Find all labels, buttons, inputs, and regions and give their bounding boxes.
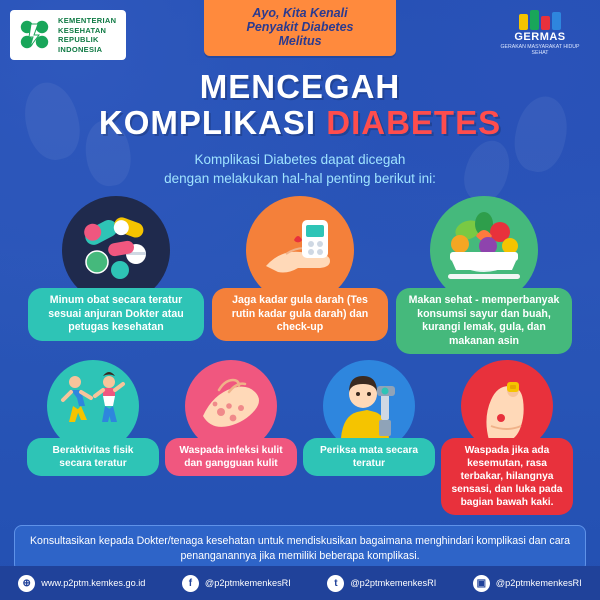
footer-facebook[interactable] [182,575,291,592]
tip-caption-eye-exam: Periksa mata secara teratur [303,438,435,476]
tip-caption-foot-wound: Waspada jika ada kesemutan, rasa terbakar, hilangnya sensasi, dan luka pada bagian bawah kaki. [441,438,573,515]
tip-item-healthy-food [396,196,572,354]
footer-website[interactable] [18,575,145,592]
tip-item-skin-infection [165,360,297,476]
subtitle-line-1: Komplikasi Diabetes dapat dicegah [194,152,406,167]
tip-item-medication [28,196,204,341]
page-title-line1: MENCEGAH [199,68,401,105]
logo-line-2: KESEHATAN [58,25,107,35]
tip-item-foot-wound [441,360,573,515]
page-title-diabetes: DIABETES [326,104,502,141]
logo-line-4: INDONESIA [58,44,103,54]
tip-caption-blood-sugar: Jaga kadar gula darah (Tes rutin kadar gula darah) dan check-up [212,288,388,341]
consultation-note: Konsultasikan kepada Dokter/tenaga kesehatan untuk mendiskusikan bagaimana menghindari komplikasi dan cara penanganannya jika memiliki beberapa komplikasi. [14,525,586,572]
subtitle-line-2: dengan melakukan hal-hal penting berikut ini: [164,171,436,186]
footer-twitter-label: @p2ptmkemenkesRI [350,578,437,588]
tip-caption-medication: Minum obat secara teratur sesuai anjuran Dokter atau petugas kesehatan [28,288,204,341]
facebook-icon: f [182,575,199,592]
tip-caption-healthy-food: Makan sehat - memperbanyak konsumsi sayur dan buah, kurangi lemak, gula, dan makanan asin [396,288,572,354]
tip-item-blood-sugar [212,196,388,341]
footer-twitter[interactable] [327,575,436,592]
kemenkes-logo-text [58,16,116,54]
twitter-icon: t [327,575,344,592]
tips-row-1 [0,196,600,354]
tip-caption-skin-infection: Waspada infeksi kulit dan gangguan kulit [165,438,297,476]
logo-line-1: KEMENTERIAN [58,16,117,25]
kemenkes-logo-icon [18,18,52,52]
kemenkes-logo [10,10,126,60]
ribbon-line-1: Ayo, Kita Kenali [252,6,348,20]
ribbon-line-3: Melitus [278,34,322,48]
tip-caption-physical-activity: Beraktivitas fisik secara teratur [27,438,159,476]
globe-icon: ⊕ [18,575,35,592]
footer-bar [0,566,600,600]
germas-logo [492,8,588,56]
campaign-ribbon [204,0,396,56]
ribbon-line-2: Penyakit Diabetes [246,20,354,34]
poster-header [0,0,600,66]
footer-instagram-label: @p2ptmkemenkesRI [495,578,582,588]
instagram-icon: ▣ [473,575,490,592]
footer-website-label: www.p2ptm.kemkes.go.id [41,578,146,588]
germas-subtitle: GERAKAN MASYARAKAT HIDUP SEHAT [500,44,580,56]
tips-row-2 [0,360,600,515]
germas-title: GERMAS [514,31,566,43]
footer-instagram[interactable] [473,575,582,592]
footer-facebook-label: @p2ptmkemenkesRI [204,578,291,588]
tip-item-eye-exam [303,360,435,476]
logo-line-3: REPUBLIK [58,35,99,44]
germas-logo-icon [492,8,588,30]
tip-item-physical-activity [27,360,159,476]
page-title-komplikasi: KOMPLIKASI [98,104,317,141]
